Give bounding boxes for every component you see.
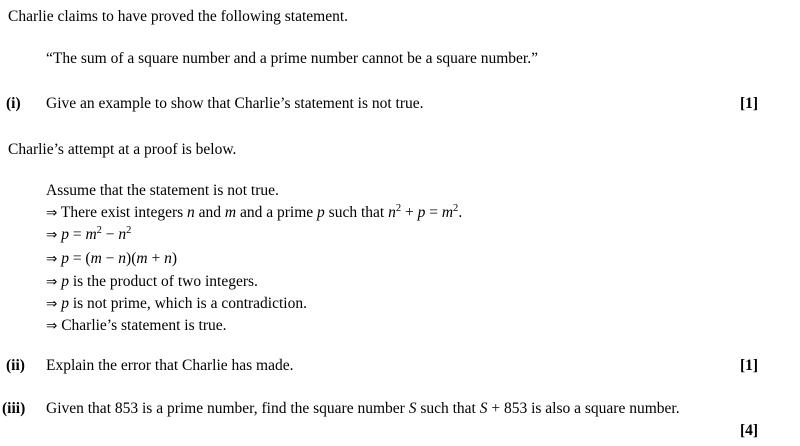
part-iii-text-post: + 853 is also a square number. [487,400,680,417]
implies-icon: ⇒ [46,296,58,312]
proof-line-2 [46,204,462,222]
var-p-c: p [61,226,69,243]
proof-line-5-text: is the product of two integers. [68,273,258,290]
proof-line-2-mid1: and [194,204,225,221]
plus-op-a: + [401,204,418,221]
proof-line-5 [46,273,258,291]
var-S-a: S [408,400,417,417]
var-S-b: S [479,400,488,417]
var-m-e: m [136,250,148,267]
part-ii-marks: [1] [740,357,759,374]
exponent-2-b: 2 [453,202,459,214]
part-ii-text: Explain the error that Charlie has made. [46,357,294,374]
claim-statement: “The sum of a square number and a prime number cannot be a square number.” [46,50,538,67]
proof-line-3 [46,226,131,244]
var-p-b: p [417,204,426,221]
paren-close: ) [171,250,177,267]
var-n-sq-base: n [388,204,396,221]
var-m-sq-base: m [441,204,454,221]
exponent-2-d: 2 [126,224,132,236]
var-n-e: n [164,250,172,267]
part-iii-label: (iii) [2,400,26,417]
implies-icon: ⇒ [46,274,58,290]
exponent-2-a: 2 [395,202,402,214]
equals-op-c: = ( [68,250,91,267]
part-i-text: Give an example to show that Charlie’s statement is not true. [46,95,424,112]
var-p-f: p [61,295,69,312]
proof-line-7-text: Charlie’s statement is true. [61,317,227,334]
implies-icon: ⇒ [46,227,58,243]
part-i-marks: [1] [740,95,759,112]
proof-line-7 [46,317,226,335]
proof-line-6 [46,295,307,313]
var-n-c: n [118,226,127,243]
attempt-intro-text: Charlie’s attempt at a proof is below. [8,141,237,158]
implies-icon: ⇒ [46,318,58,334]
proof-line-2-mid2: and a prime [236,204,318,221]
equals-op-b: = [68,226,86,243]
var-n: n [187,204,195,221]
period-a: . [458,204,463,221]
var-p: p [317,204,325,221]
var-m-c: m [85,226,97,243]
var-m: m [224,204,237,221]
var-p-e: p [61,273,69,290]
intro-text: Charlie claims to have proved the following statement. [8,8,349,25]
part-i-label: (i) [6,95,21,112]
implies-icon: ⇒ [46,205,58,221]
part-iii-text-mid: such that [416,400,480,417]
minus-op-b: − [101,250,119,267]
proof-line-2-mid3: such that [324,204,389,221]
minus-op-a: − [101,226,119,243]
part-iii-text-pre: Given that 853 is a prime number, find the square number [46,400,409,417]
part-iii-text [46,400,680,418]
part-iii-marks: [4] [740,422,759,439]
proof-line-1: Assume that the statement is not true. [46,182,279,199]
var-n-d: n [118,250,127,267]
part-ii-label: (ii) [6,357,25,374]
exponent-2-c: 2 [96,224,102,236]
implies-icon: ⇒ [46,251,58,267]
var-p-d: p [61,250,69,267]
proof-line-2-pre: There exist integers [60,204,188,221]
proof-line-6-text: is not prime, which is a contradiction. [68,295,307,312]
equals-op-a: = [425,204,442,221]
paren-mid: )( [126,250,137,267]
plus-op-b: + [147,250,165,267]
proof-line-4 [46,250,177,268]
var-m-d: m [90,250,102,267]
